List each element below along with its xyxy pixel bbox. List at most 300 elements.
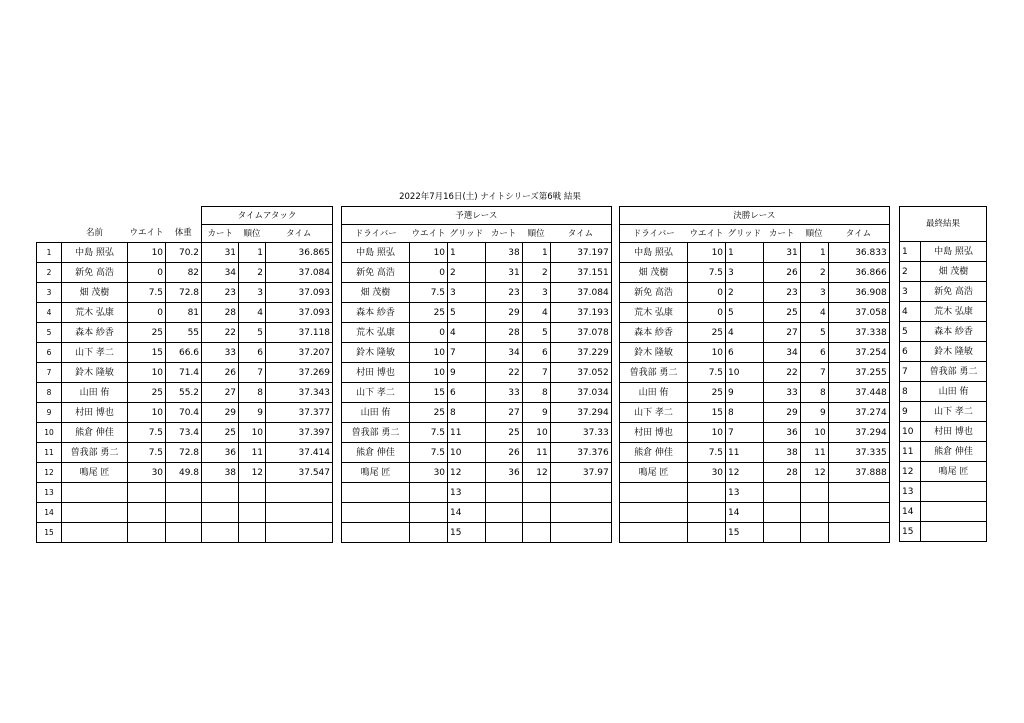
driver-name (921, 522, 987, 542)
grid-position: 3 (726, 263, 764, 283)
driver-name: 山田 侑 (620, 383, 688, 403)
kart-number: 33 (485, 383, 522, 403)
driver-name (620, 483, 688, 503)
lap-time: 37.414 (266, 443, 333, 463)
lap-time: 37.888 (828, 463, 889, 483)
overall-result-label: 最終結果 (900, 207, 987, 242)
grid-position: 9 (448, 363, 486, 383)
lap-time: 37.078 (550, 323, 611, 343)
grid-position: 5 (448, 303, 486, 323)
kart-number: 23 (763, 283, 800, 303)
position: 5 (239, 323, 266, 343)
driver-name: 森本 紗香 (342, 303, 410, 323)
table-row (37, 383, 333, 403)
ballast-weight: 30 (688, 463, 726, 483)
driver-name: 曽我部 勇二 (62, 443, 128, 463)
body-weight: 72.8 (166, 283, 202, 303)
kart-number (763, 503, 800, 523)
body-weight: 82 (166, 263, 202, 283)
kart-number: 23 (202, 283, 239, 303)
driver-name: 鈴木 隆敏 (620, 343, 688, 363)
position: 9 (239, 403, 266, 423)
grid-position: 10 (448, 443, 486, 463)
position: 8 (522, 383, 550, 403)
ballast-weight: 30 (410, 463, 448, 483)
driver-name: 鳴尾 匠 (921, 462, 987, 482)
driver-name: 曽我部 勇二 (921, 362, 987, 382)
lap-time (828, 503, 889, 523)
kart-number: 29 (763, 403, 800, 423)
position: 3 (239, 283, 266, 303)
position: 10 (800, 423, 828, 443)
driver-name: 山下 孝二 (921, 402, 987, 422)
grid-position: 2 (726, 283, 764, 303)
driver-name: 曽我部 勇二 (620, 363, 688, 383)
table-row (620, 343, 890, 363)
driver-name (62, 523, 128, 543)
grid-position: 13 (448, 483, 486, 503)
kart-number (763, 483, 800, 503)
header-kart: カート (202, 225, 239, 243)
position: 6 (239, 343, 266, 363)
lap-time: 37.294 (828, 423, 889, 443)
driver-name: 村田 博也 (62, 403, 128, 423)
table-row (620, 363, 890, 383)
driver-name: 森本 紗香 (62, 323, 128, 343)
final-race-label: 決勝レース (620, 207, 890, 225)
grid-position: 14 (726, 503, 764, 523)
lap-time: 37.052 (550, 363, 611, 383)
position: 12 (522, 463, 550, 483)
table-row (342, 403, 612, 423)
header-kart: カート (768, 228, 795, 239)
table-row (900, 342, 987, 362)
ballast-weight: 10 (410, 363, 448, 383)
table-row (37, 403, 333, 423)
row-number: 14 (37, 503, 62, 523)
ballast-weight (410, 503, 448, 523)
final-position: 6 (900, 342, 921, 362)
position (800, 523, 828, 543)
kart-number: 28 (202, 303, 239, 323)
header-driver: ドライバー (342, 225, 410, 243)
table-row (37, 523, 333, 543)
ballast-weight: 7.5 (688, 443, 726, 463)
table-row (620, 523, 890, 543)
table-row (900, 262, 987, 282)
kart-number: 28 (485, 323, 522, 343)
body-weight: 81 (166, 303, 202, 323)
ballast-weight: 10 (410, 343, 448, 363)
ballast-weight: 25 (128, 383, 166, 403)
position: 10 (522, 423, 550, 443)
grid-position: 4 (726, 323, 764, 343)
ballast-weight: 7.5 (128, 423, 166, 443)
header-position: 順位 (527, 228, 545, 239)
driver-name: 村田 博也 (620, 423, 688, 443)
ballast-weight: 7.5 (410, 443, 448, 463)
lap-time (266, 483, 333, 503)
kart-number: 31 (485, 263, 522, 283)
qualifying-label: 予選レース (342, 207, 612, 225)
kart-number: 26 (763, 263, 800, 283)
driver-name: 森本 紗香 (620, 323, 688, 343)
grid-position: 8 (726, 403, 764, 423)
table-row (900, 462, 987, 482)
driver-name: 山田 侑 (921, 382, 987, 402)
lap-time: 37.376 (550, 443, 611, 463)
ballast-weight: 7.5 (688, 363, 726, 383)
table-row (342, 463, 612, 483)
lap-time: 37.151 (550, 263, 611, 283)
lap-time: 37.269 (266, 363, 333, 383)
final-position: 7 (900, 362, 921, 382)
position: 2 (522, 263, 550, 283)
kart-number: 26 (485, 443, 522, 463)
kart-number: 29 (202, 403, 239, 423)
lap-time: 37.397 (266, 423, 333, 443)
grid-position: 12 (726, 463, 764, 483)
final-position: 13 (900, 482, 921, 502)
position (522, 483, 550, 503)
table-row (620, 463, 890, 483)
table-row (37, 483, 333, 503)
driver-name: 畑 茂樹 (620, 263, 688, 283)
ballast-weight: 10 (128, 403, 166, 423)
grid-position: 6 (726, 343, 764, 363)
final-race-table (619, 206, 890, 543)
document-title: 2022年7月16日(土) ナイトシリーズ第6戦 結果 (399, 192, 581, 202)
body-weight: 66.6 (166, 343, 202, 363)
table-row (37, 263, 333, 283)
ballast-weight (410, 483, 448, 503)
body-weight (166, 503, 202, 523)
ballast-weight: 0 (688, 303, 726, 323)
kart-number: 36 (485, 463, 522, 483)
kart-number (202, 503, 239, 523)
ballast-weight: 7.5 (128, 443, 166, 463)
grid-position: 6 (448, 383, 486, 403)
driver-name: 畑 茂樹 (62, 283, 128, 303)
driver-name: 森本 紗香 (921, 322, 987, 342)
lap-time (266, 503, 333, 523)
driver-name: 山下 孝二 (620, 403, 688, 423)
table-row (342, 323, 612, 343)
kart-number: 26 (202, 363, 239, 383)
driver-name: 新免 高浩 (62, 263, 128, 283)
position: 1 (800, 243, 828, 263)
final-position: 8 (900, 382, 921, 402)
driver-name: 熊倉 伸佳 (620, 443, 688, 463)
ballast-weight: 25 (688, 383, 726, 403)
final-position: 15 (900, 522, 921, 542)
table-row (620, 283, 890, 303)
kart-number: 34 (763, 343, 800, 363)
ballast-weight: 10 (128, 363, 166, 383)
row-number: 6 (37, 343, 62, 363)
table-row (620, 503, 890, 523)
table-row (900, 302, 987, 322)
table-row (342, 343, 612, 363)
ballast-weight: 0 (688, 283, 726, 303)
body-weight: 71.4 (166, 363, 202, 383)
row-number: 1 (37, 243, 62, 263)
final-position: 10 (900, 422, 921, 442)
table-row (620, 243, 890, 263)
row-number: 5 (37, 323, 62, 343)
ballast-weight: 7.5 (128, 283, 166, 303)
table-row (620, 483, 890, 503)
lap-time: 37.255 (828, 363, 889, 383)
position (522, 503, 550, 523)
position: 5 (800, 323, 828, 343)
ballast-weight (688, 503, 726, 523)
table-row (37, 423, 333, 443)
header-grid: グリッド (449, 228, 484, 239)
kart-number (202, 483, 239, 503)
ballast-weight: 25 (128, 323, 166, 343)
driver-name: 中島 照弘 (921, 242, 987, 262)
position: 2 (239, 263, 266, 283)
position: 11 (522, 443, 550, 463)
lap-time: 37.084 (550, 283, 611, 303)
table-row (620, 383, 890, 403)
table-row (342, 443, 612, 463)
position: 4 (522, 303, 550, 323)
table-row (342, 423, 612, 443)
table-row (37, 443, 333, 463)
ballast-weight: 7.5 (688, 263, 726, 283)
header-weight: ウエイト (129, 228, 164, 239)
table-row (620, 443, 890, 463)
position: 7 (522, 363, 550, 383)
ballast-weight: 10 (688, 423, 726, 443)
final-position: 11 (900, 442, 921, 462)
lap-time: 36.833 (828, 243, 889, 263)
lap-time: 37.118 (266, 323, 333, 343)
grid-position: 11 (448, 423, 486, 443)
ballast-weight (128, 483, 166, 503)
driver-name: 中島 照弘 (620, 243, 688, 263)
body-weight: 73.4 (166, 423, 202, 443)
qualifying-table (341, 206, 612, 543)
position: 6 (522, 343, 550, 363)
position (239, 483, 266, 503)
row-number: 10 (37, 423, 62, 443)
table-row (900, 242, 987, 262)
table-row (342, 283, 612, 303)
final-position: 12 (900, 462, 921, 482)
time-attack-label: タイムアタック (202, 207, 333, 225)
lap-time: 36.866 (828, 263, 889, 283)
header-weight: ウエイト (411, 228, 446, 239)
row-number: 11 (37, 443, 62, 463)
lap-time: 37.229 (550, 343, 611, 363)
kart-number: 25 (763, 303, 800, 323)
driver-name (342, 523, 410, 543)
table-row (900, 502, 987, 522)
lap-time (550, 503, 611, 523)
lap-time: 37.547 (266, 463, 333, 483)
grid-position: 9 (726, 383, 764, 403)
lap-time: 37.294 (550, 403, 611, 423)
kart-number: 22 (202, 323, 239, 343)
driver-name: 鳴尾 匠 (620, 463, 688, 483)
driver-name: 鈴木 隆敏 (62, 363, 128, 383)
driver-name: 熊倉 伸佳 (921, 442, 987, 462)
lap-time: 36.908 (828, 283, 889, 303)
position: 11 (800, 443, 828, 463)
table-row (342, 263, 612, 283)
driver-name: 山下 孝二 (342, 383, 410, 403)
lap-time (828, 483, 889, 503)
grid-position: 15 (448, 523, 486, 543)
lap-time (266, 523, 333, 543)
driver-name: 新免 高浩 (342, 263, 410, 283)
position: 8 (239, 383, 266, 403)
ballast-weight: 15 (128, 343, 166, 363)
driver-name: 山下 孝二 (62, 343, 128, 363)
table-row (342, 503, 612, 523)
table-row (620, 323, 890, 343)
position: 1 (522, 243, 550, 263)
driver-name: 新免 高浩 (921, 282, 987, 302)
kart-number (485, 483, 522, 503)
driver-name: 鳴尾 匠 (62, 463, 128, 483)
driver-name: 鳴尾 匠 (342, 463, 410, 483)
kart-number (485, 523, 522, 543)
body-weight: 49.8 (166, 463, 202, 483)
lap-time: 37.058 (828, 303, 889, 323)
kart-number: 33 (763, 383, 800, 403)
lap-time (550, 483, 611, 503)
grid-position: 13 (726, 483, 764, 503)
driver-name: 鈴木 隆敏 (921, 342, 987, 362)
body-weight: 55 (166, 323, 202, 343)
header-name: 名前 (85, 228, 103, 239)
driver-name: 山田 侑 (342, 403, 410, 423)
position: 9 (522, 403, 550, 423)
grid-position: 8 (448, 403, 486, 423)
final-position: 5 (900, 322, 921, 342)
kart-number (763, 523, 800, 543)
table-row (900, 402, 987, 422)
header-body-weight: 体重 (166, 225, 202, 243)
final-position: 4 (900, 302, 921, 322)
position: 6 (800, 343, 828, 363)
lap-time: 37.093 (266, 303, 333, 323)
driver-name (620, 523, 688, 543)
row-number: 3 (37, 283, 62, 303)
table-row (900, 522, 987, 542)
row-number: 12 (37, 463, 62, 483)
driver-name (620, 503, 688, 523)
driver-name: 荒木 弘康 (620, 303, 688, 323)
table-row (620, 403, 890, 423)
kart-number (485, 503, 522, 523)
driver-name (62, 503, 128, 523)
grid-position: 7 (726, 423, 764, 443)
kart-number: 38 (763, 443, 800, 463)
kart-number: 25 (485, 423, 522, 443)
table-row (900, 382, 987, 402)
driver-name: 村田 博也 (921, 422, 987, 442)
ballast-weight: 10 (128, 243, 166, 263)
position: 10 (239, 423, 266, 443)
kart-number: 31 (202, 243, 239, 263)
driver-name: 新免 高浩 (620, 283, 688, 303)
kart-number (202, 523, 239, 543)
kart-number: 33 (202, 343, 239, 363)
final-position: 3 (900, 282, 921, 302)
grid-position: 3 (448, 283, 486, 303)
ballast-weight: 30 (128, 463, 166, 483)
row-number: 2 (37, 263, 62, 283)
position: 12 (800, 463, 828, 483)
lap-time: 37.207 (266, 343, 333, 363)
row-number: 13 (37, 483, 62, 503)
position (522, 523, 550, 543)
kart-number: 25 (202, 423, 239, 443)
grid-position: 5 (726, 303, 764, 323)
driver-name (921, 502, 987, 522)
table-row (900, 442, 987, 462)
position: 4 (239, 303, 266, 323)
header-time: タイム (828, 225, 889, 243)
kart-number: 36 (202, 443, 239, 463)
grid-position: 15 (726, 523, 764, 543)
position: 7 (800, 363, 828, 383)
position (800, 483, 828, 503)
table-row (37, 463, 333, 483)
table-row (620, 423, 890, 443)
table-row (900, 362, 987, 382)
table-row (342, 363, 612, 383)
grid-position: 12 (448, 463, 486, 483)
header-position: 順位 (805, 228, 823, 239)
table-row (37, 343, 333, 363)
driver-name: 畑 茂樹 (342, 283, 410, 303)
driver-name (62, 483, 128, 503)
table-row (37, 283, 333, 303)
table-row (342, 483, 612, 503)
kart-number: 27 (202, 383, 239, 403)
header-driver: ドライバー (620, 225, 688, 243)
position: 1 (239, 243, 266, 263)
ballast-weight: 10 (688, 343, 726, 363)
table-row (342, 243, 612, 263)
body-weight: 55.2 (166, 383, 202, 403)
driver-name: 村田 博也 (342, 363, 410, 383)
driver-name: 曽我部 勇二 (342, 423, 410, 443)
ballast-weight (688, 523, 726, 543)
body-weight: 70.4 (166, 403, 202, 423)
row-number: 15 (37, 523, 62, 543)
kart-number: 38 (202, 463, 239, 483)
kart-number: 34 (202, 263, 239, 283)
driver-name: 熊倉 伸佳 (342, 443, 410, 463)
ballast-weight (410, 523, 448, 543)
table-row (900, 282, 987, 302)
table-row (620, 303, 890, 323)
ballast-weight: 15 (410, 383, 448, 403)
header-kart: カート (490, 228, 517, 239)
table-row (342, 303, 612, 323)
header-position: 順位 (239, 225, 266, 243)
lap-time (828, 523, 889, 543)
final-position: 1 (900, 242, 921, 262)
table-row (342, 523, 612, 543)
